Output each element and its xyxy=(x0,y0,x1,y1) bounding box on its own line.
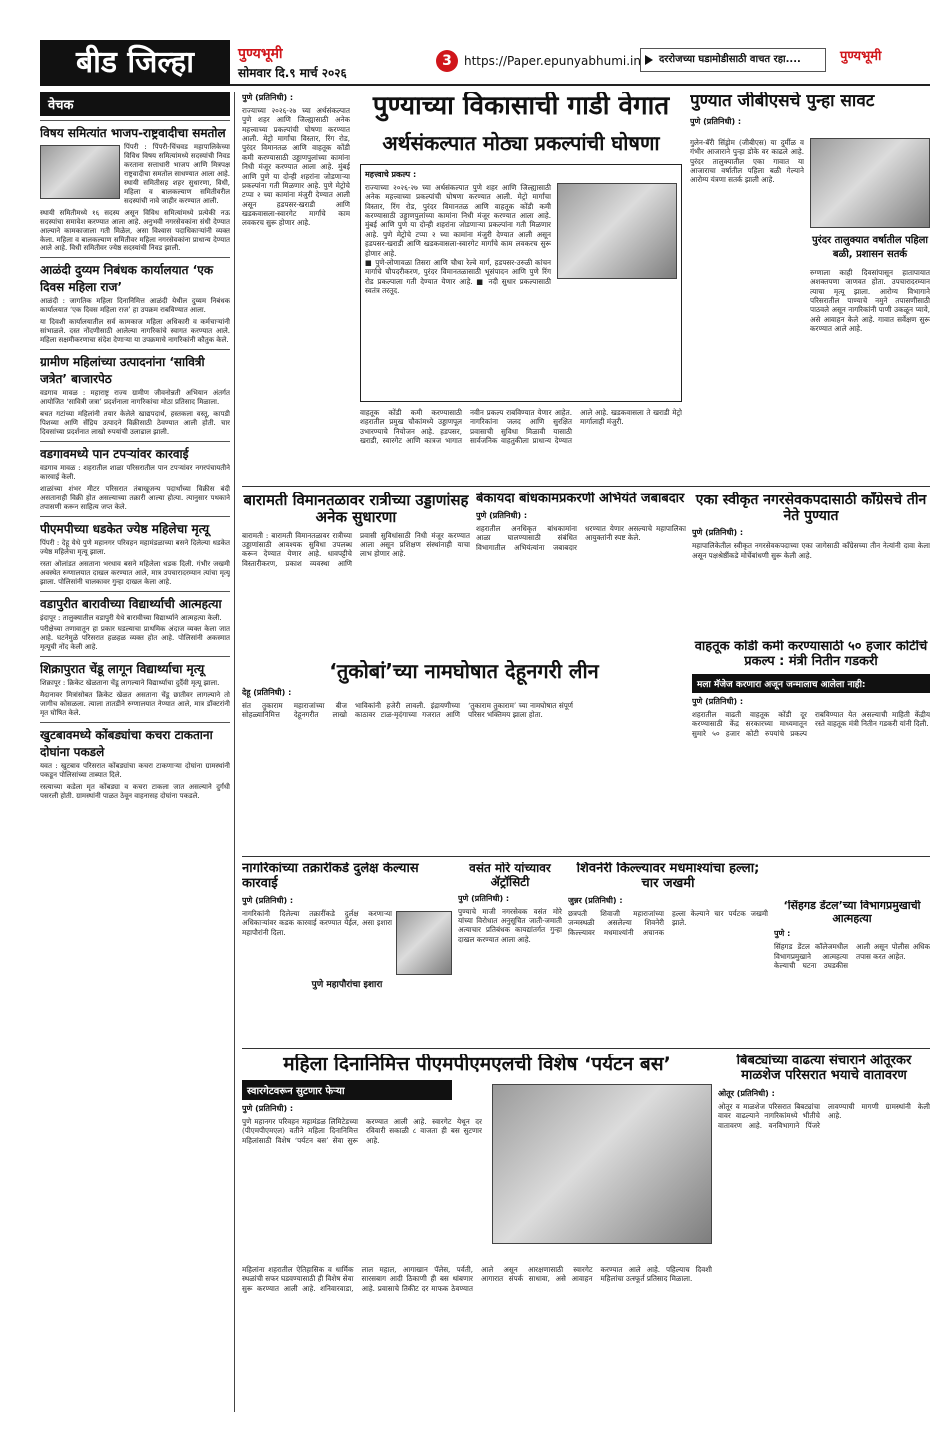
left-item: विषय समित्यांत भाजप-राष्ट्रवादीचा समतोल पिंपरी : पिंपरी-चिंचवड महापालिकेच्या विविध विषय समित्यांमध्ये सदस्यांची निवड करताना सत्ताधारी भाजप आणि मित्रपक्ष राष्ट्रवादीचा समतोल साधण्यात आला आहे. स्थायी समितीसह शहर सुधारणा, विधी, महिला व बालकल्याण समितीवरील सदस्यांची नावे जाहीर करण्यात आली. स्थायी समितीमध्ये १६ सदस्य असून विविध समित्यांमध्ये प्रत्येकी नऊ सदस्यांचा समावेश करण्यात आला आहे. अनुभवी नगरसेवकांना संधी देण्यात आल्याने कामकाजाला गती मिळेल, असा विश्वास पदाधिकाऱ्यांनी व्यक्त केला. महिला व बालकल्याण समितीवर महिला नगरसेवकांना प्राधान्य देण्यात आले आहे. विधी समितीवर ज्येष्ठ सदस्यांची निवड झाली. xyxy=(40,120,230,253)
metro-photo xyxy=(557,183,677,279)
lead-story: पुणे (प्रतिनिधी) : राज्याच्या २०२६-२७ च्या अर्थसंकल्पात पुणे शहर आणि जिल्ह्यासाठी अनेक महत्त्वाच्या प्रकल्पांची घोषणा करण्यात आली. मेट्रो मार्गांचा विस्तार, रिंग रोड, पुरंदर विमानतळ आणि वाहतूक कोंडी कमी करण्यासाठी उड्डाणपुलांच्या कामांना निधी मंजूर करण्यात आला आहे. मुंबई आणि पुणे या दोन्ही शहरांना जोडणाऱ्या प्रकल्पांना गती मिळणार आहे. पुणे मेट्रोचे टप्पा २ च्या कामांना मंजुरी देण्यात आली असून हडपसर-खराडी आणि खडकवासला-स्वारगेट मार्गांचे काम लवकरच सुरू होणार आहे. पुण्याच्या विकासाची गाडी वेगात अर्थसंकल्पात मोठ्या प्रकल्पांची घोषणा महत्त्वाचे प्रकल्प : राज्याच्या २०२६-२७ च्या अर्थसंकल्पात पुणे शहर आणि जिल्ह्यासाठी अनेक महत्त्वाच्या प्रकल्पांची घोषणा करण्यात आली. मेट्रो मार्गांचा विस्तार, रिंग रोड, पुरंदर विमानतळ आणि वाहतूक कोंडी कमी करण्यासाठी उड्डाणपुलांच्या कामांना निधी मंजूर करण्यात आला आहे. मुंबई आणि पुणे या दोन्ही शहरांना जोडणाऱ्या प्रकल्पांना गती मिळणार आहे. पुणे मेट्रोचे टप्पा २ च्या कामांना मंजुरी देण्यात आली असून हडपसर-खराडी आणि खडकवासला-स्वारगेट मार्गांचे काम लवकरच सुरू होणार आहे. ■ पुणे-लोणावळा तिसरा आणि चौथा रेल्वे मार्ग, हडपसर-उरुळी कांचन मार्गाचे चौपदरीकरण, पुरंदर विमानतळासाठी भूसंपादन आणि पुणे रिंग रोड प्रकल्पाला गती देण्यात येणार आहे. ■ नदी सुधार प्रकल्पासाठी स्वतंत्र तरतूद. वाहतूक कोंडी कमी करण्यासाठी शहरातील प्रमुख चौकांमध्ये उड्डाणपूल उभारण्याचे नियोजन आहे. हडपसर, खराडी, स्वारगेट आणि कात्रज भागात नवीन प्रकल्प राबविण्यात येणार आहेत. नागरिकांना जलद आणि सुरक्षित प्रवासाची सुविधा मिळावी यासाठी सार्वजनिक वाहतुकीला प्राधान्य देण्यात आले आहे. खडकवासला ते खराडी मेट्रो मार्गालाही मंजुरी. xyxy=(242,92,682,482)
bus-headline: महिला दिनानिमित्त पीएमपीएमएलची विशेष ‘पर्यटन बस’ xyxy=(283,1054,671,1075)
left-item-text: आळंदी : जागतिक महिला दिनानिमित्त आळंदी येथील दुय्यम निबंधक कार्यालयात ‘एक दिवस महिला राज’ हा उपक्रम राबविण्यात आला. xyxy=(40,297,230,315)
story-dateline: देहू (प्रतिनिधी) : xyxy=(242,688,292,697)
projects-box: महत्त्वाचे प्रकल्प : राज्याच्या २०२६-२७ च्या अर्थसंकल्पात पुणे शहर आणि जिल्ह्यासाठी अनेक महत्त्वाच्या प्रकल्पांची घोषणा करण्यात आली. मेट्रो मार्गांचा विस्तार, रिंग रोड, पुरंदर विमानतळ आणि वाहतूक कोंडी कमी करण्यासाठी उड्डाणपुलांच्या कामांना निधी मंजूर करण्यात आला आहे. मुंबई आणि पुणे या दोन्ही शहरांना जोडणाऱ्या प्रकल्पांना गती मिळणार आहे. पुणे मेट्रोचे टप्पा २ च्या कामांना मंजुरी देण्यात आली असून हडपसर-खराडी आणि खडकवासला-स्वारगेट मार्गांचे काम लवकरच सुरू होणार आहे. ■ पुणे-लोणावळा तिसरा आणि चौथा रेल्वे मार्ग, हडपसर-उरुळी कांचन मार्गाचे चौपदरीकरण, पुरंदर विमानतळासाठी भूसंपादन आणि पुणे रिंग रोड प्रकल्पाला गती देण्यात येणार आहे. ■ नदी सुधार प्रकल्पासाठी स्वतंत्र तरतूद. xyxy=(360,164,682,402)
baramati-story xyxy=(242,492,470,652)
left-item-text: पिंपरी : देहू येथे पुणे महानगर परिवहन महामंडळाच्या बसने दिलेल्या धडकेत ज्येष्ठ महिलेचा मृत्यू झाला. xyxy=(40,538,230,556)
bus-text: पुणे महानगर परिवहन महामंडळ लिमिटेडच्या (पीएमपीएमएल) वतीने महिला दिनानिमित्त महिलांसाठी विशेष ‘पर्यटन बस’ सेवा सुरू करण्यात आली आहे. स्वारगेट येथून दर रविवारी सकाळी ८ वाजता ही बस सुटणार आहे. xyxy=(242,1116,482,1145)
left-item: खुटबावमध्ये कोंबड्यांचा कचरा टाकताना दोघांना पकडले यवत : खुटबाव परिसरात कोंबड्यांचा कचरा टाकणाऱ्या दोघांना ग्रामस्थांनी पकडून पोलिसांच्या ताब्यात दिले. रस्त्याच्या कडेला मृत कोंबड्या व कचरा टाकला जात असल्याने दुर्गंधी पसरली होती. ग्रामस्थांनी पाळत ठेवून वाहनासह दोघांना पकडले. xyxy=(40,722,230,801)
tukoba-text: संत तुकाराम महाराजांच्या बीज सोहळ्यानिमित्त देहूनगरीत लाखो भाविकांनी हजेरी लावली. इंद्रायणीच्या काठावर टाळ-मृदंगाच्या गजरात आणि ‘तुकाराम तुकाराम’ च्या नामघोषात संपूर्ण परिसर भक्तिमय झाला होता. xyxy=(242,701,573,720)
left-item-title: विषय समित्यांत भाजप-राष्ट्रवादीचा समतोल xyxy=(40,120,230,141)
gbs-text: गुलेन-बॅरी सिंड्रोम (जीबीएस) या दुर्मीळ व गंभीर आजाराने पुन्हा डोके वर काढले आहे. पुरंदर तालुक्यातील एका गावात या आजाराचा वर्षातील पहिला बळी गेल्याने आरोग्य यंत्रणा सतर्क झाली आहे. xyxy=(690,138,804,185)
story-dateline: जुन्नर (प्रतिनिधी) : xyxy=(568,895,623,905)
congress-headline: एका स्वीकृत नगरसेवकपदासाठी कॉंग्रेसचे तीन नेते पुण्यात xyxy=(695,492,927,525)
projects-box-text: राज्याच्या २०२६-२७ च्या अर्थसंकल्पात पुणे शहर आणि जिल्ह्यासाठी अनेक महत्त्वाच्या प्रकल्पांची घोषणा करण्यात आली. मेट्रो मार्गांचा विस्तार, रिंग रोड, पुरंदर विमानतळ आणि वाहतूक कोंडी कमी करण्यासाठी उड्डाणपुलांच्या कामांना निधी मंजूर करण्यात आला आहे. मुंबई आणि पुणे या दोन्ही शहरांना जोडणाऱ्या प्रकल्पांना गती मिळणार आहे. पुणे मेट्रोचे टप्पा २ च्या कामांना मंजुरी देण्यात आली असून हडपसर-खराडी आणि खडकवासला-स्वारगेट मार्गांचे काम लवकरच सुरू होणार आहे. xyxy=(365,183,551,258)
atrocity-text: पुण्याचे माजी नगरसेवक वसंत मोरे यांच्या विरोधात अनुसूचित जाती-जमाती अत्याचार प्रतिबंधक कायद्यांतर्गत गुन्हा दाखल करण्यात आला आहे. xyxy=(458,906,562,944)
baramati-text: बारामती : बारामती विमानतळावर रात्रीच्या उड्डाणांसाठी आवश्यक सुविधा उपलब्ध करून देण्यात येणार आहे. धावपट्टीचे विस्तारीकरण, प्रकाश व्यवस्था आणि प्रवासी सुविधांसाठी निधी मंजूर करण्यात आला असून प्रशिक्षण संस्थांनाही याचा लाभ होणार आहे. xyxy=(242,530,470,568)
gadkari-quote-bar: मला मॅजेज करणारा अजून जन्मालाच आलेला नाही: xyxy=(692,674,930,693)
story-dateline: पुणे (प्रतिनिधी) : xyxy=(692,528,744,538)
left-item: पीएमपीच्या धडकेत ज्येष्ठ महिलेचा मृत्यू पिंपरी : देहू येथे पुणे महानगर परिवहन महामंडळाच्या बसने दिलेल्या धडकेत ज्येष्ठ महिलेचा मृत्यू झाला. रस्ता ओलांडत असताना भरधाव बसने महिलेला धडक दिली. गंभीर जखमी अवस्थेत रुग्णालयात दाखल करण्यात आले, मात्र उपचारादरम्यान त्यांचा मृत्यू झाला. पोलिसांनी चालकावर गुन्हा दाखल केला आहे. xyxy=(40,516,230,587)
section-rule xyxy=(242,486,930,487)
projects-box-title: महत्त्वाचे प्रकल्प : xyxy=(365,170,417,179)
tukoba-story xyxy=(242,660,686,850)
left-item: वडापुरीत बारावीच्या विद्यार्थ्याची आत्महत्या इंदापूर : तालुक्यातील वडापुरी येथे बारावीच्या विद्यार्थ्याने आत्महत्या केली. परीक्षेच्या तणावातून हा प्रकार घडल्याचा प्राथमिक अंदाज व्यक्त केला जात आहे. घटनेमुळे परिसरात हळहळ व्यक्त होत आहे. पोलिसांनी अकस्मात मृत्यूची नोंद केली आहे. xyxy=(40,591,230,653)
section-title: बीड जिल्हा xyxy=(40,40,230,86)
section-rule xyxy=(242,856,930,857)
shivneri-story xyxy=(568,862,768,1042)
left-item-title: खुटबावमध्ये कोंबड्यांचा कचरा टाकताना दोघांना पकडले xyxy=(40,722,230,760)
story-dateline: पुणे (प्रतिनिधी) : xyxy=(458,893,510,903)
gbs-photo xyxy=(810,138,930,228)
left-item: शिक्रापुरात चेंडू लागून विद्यार्थ्याचा मृत्यू शिक्रापूर : क्रिकेट खेळताना चेंडू लागल्याने विद्यार्थ्याचा दुर्दैवी मृत्यू झाला. मैदानावर मित्रांसोबत क्रिकेट खेळत असताना चेंडू छातीवर लागल्याने तो जागीच कोसळला. त्याला तातडीने रुग्णालयात नेण्यात आले, मात्र डॉक्टरांनी मृत घोषित केले. xyxy=(40,656,230,718)
congress-text: महापालिकेतील स्वीकृत नगरसेवकपदाच्या एका जागेसाठी काँग्रेसच्या तीन नेत्यांनी दावा केला असून पक्षश्रेष्ठींकडे मोर्चेबांधणी सुरू केली आहे. xyxy=(692,541,930,560)
leopard-text: ओतूर व माळशेज परिसरात बिबट्यांचा वावर वाढल्याने नागरिकांमध्ये भीतीचे वातावरण आहे. वनविभागाने पिंजरे लावण्याची मागणी ग्रामस्थांनी केली आहे. xyxy=(718,1101,930,1130)
section-rule xyxy=(242,1048,930,1049)
left-item-text: शिक्रापूर : क्रिकेट खेळताना चेंडू लागल्याने विद्यार्थ्याचा दुर्दैवी मृत्यू झाला. xyxy=(40,679,220,688)
left-item: ग्रामीण महिलांच्या उत्पादनांना ‘सावित्री जत्रेत’ बाजारपेठ वडगाव मावळ : महाराष्ट्र राज्य ग्रामीण जीवनोन्नती अभियान अंतर्गत आयोजित ‘सावित्री जत्रा’ प्रदर्शनाला नागरिकांचा मोठा प्रतिसाद मिळाला. बचत गटांच्या महिलांनी तयार केलेले खाद्यपदार्थ, हस्तकला वस्तू, कापडी पिशव्या आणि सेंद्रिय उत्पादने विक्रीसाठी ठेवण्यात आली होती. चार दिवसांच्या प्रदर्शनात लाखो रुपयांची उलाढाल झाली. xyxy=(40,349,230,437)
story-dateline: पुणे (प्रतिनिधी) : xyxy=(476,510,528,520)
complaint-headline: नागरिकांच्या तक्रारींकडे दुर्लक्ष केल्यास कारवाई xyxy=(242,862,419,891)
left-item-title: वडापुरीत बारावीच्या विद्यार्थ्याची आत्महत्या xyxy=(40,591,230,612)
left-item: आळंदी दुय्यम निबंधक कार्यालयात ‘एक दिवस महिला राज’ आळंदी : जागतिक महिला दिनानिमित्त आळंदी येथील दुय्यम निबंधक कार्यालयात ‘एक दिवस महिला राज’ हा उपक्रम राबविण्यात आला. या दिवशी कार्यालयातील सर्व कामकाज महिला अधिकारी व कर्मचाऱ्यांनी सांभाळले. दस्त नोंदणीसाठी आलेल्या नागरिकांचे स्वागत करण्यात आले. महिला सक्षमीकरणाचा संदेश देणाऱ्या या उपक्रमाचे नागरिकांनी कौतुक केले. xyxy=(40,257,230,345)
story-dateline: ओतूर (प्रतिनिधी) : xyxy=(718,1088,775,1098)
bus-photo xyxy=(492,1084,712,1244)
column-rule xyxy=(234,92,235,1412)
mayor-photo xyxy=(396,911,452,975)
issue-date: सोमवार दि.९ मार्च २०२६ xyxy=(238,66,347,80)
illegal-construction-headline: बेकायदा बांधकामप्रकरणी अभियंते जबाबदार xyxy=(476,492,685,506)
atrocity-story xyxy=(458,862,562,1042)
left-item-text: वडगाव मावळ : शहरातील शाळा परिसरातील पान टपऱ्यांवर नगरपंचायतीने कारवाई केली. xyxy=(40,463,230,481)
epaper-link[interactable]: https://Paper.epunyabhumi.in xyxy=(464,54,641,68)
shivneri-headline: शिवनेरी किल्ल्यावर मधमाश्यांचा हल्ला; चार जखमी xyxy=(576,862,760,891)
left-item-text: यवत : खुटबाव परिसरात कोंबड्यांचा कचरा टाकणाऱ्या दोघांना ग्रामस्थांनी पकडून पोलिसांच्या ताब्यात दिले. xyxy=(40,762,230,780)
left-item: वडगावमध्ये पान टपऱ्यांवर कारवाई वडगाव मावळ : शहरातील शाळा परिसरातील पान टपऱ्यांवर नगरपंचायतीने कारवाई केली. शाळांच्या शंभर मीटर परिसरात तंबाखूजन्य पदार्थांच्या विक्रीस बंदी असतानाही विक्री होत असल्याच्या तक्रारी आल्या होत्या. त्यानुसार पथकाने तपासणी करून साहित्य जप्त केले. xyxy=(40,441,230,512)
mayor-photo-caption: पुणे महापौरांचा इशारा xyxy=(311,979,383,990)
left-item-title: वडगावमध्ये पान टपऱ्यांवर कारवाई xyxy=(40,441,230,462)
newspaper-logo-right: पुण्यभूमी xyxy=(840,49,882,64)
left-column-label: वेचक xyxy=(40,92,230,116)
sinhagad-text: सिंहगड डेंटल कॉलेजमधील विभागप्रमुखाने आत्महत्या केल्याची घटना उघडकीस आली असून पोलीस अधिक तपास करत आहेत. xyxy=(774,942,930,970)
gbs-photo-caption: पुरंदर तालुक्यात वर्षातील पहिला बळी, प्रशासन सतर्क xyxy=(811,235,929,260)
left-item-title: आळंदी दुय्यम निबंधक कार्यालयात ‘एक दिवस महिला राज’ xyxy=(40,257,230,295)
building-photo xyxy=(40,145,120,199)
lead-headline: पुण्याच्या विकासाची गाडी वेगात xyxy=(372,92,670,121)
left-item-title: पीएमपीच्या धडकेत ज्येष्ठ महिलेचा मृत्यू xyxy=(40,516,230,537)
story-dateline: पुणे (प्रतिनिधी) : xyxy=(690,116,742,126)
complaint-story xyxy=(242,862,452,1042)
left-item-title: ग्रामीण महिलांच्या उत्पादनांना ‘सावित्री जत्रेत’ बाजारपेठ xyxy=(40,349,230,387)
tukoba-headline: ‘तुकोबां’च्या नामघोषात देहूनगरी लीन xyxy=(329,660,599,683)
gadkari-story xyxy=(692,640,930,850)
page-number: 3 xyxy=(436,50,458,72)
left-item-text: वडगाव मावळ : महाराष्ट्र राज्य ग्रामीण जीवनोन्नती अभियान अंतर्गत आयोजित ‘सावित्री जत्रा’ प्रदर्शनाला नागरिकांचा मोठा प्रतिसाद मिळाला. xyxy=(40,389,230,407)
congress-story xyxy=(692,492,930,632)
left-item-text: पिंपरी : पिंपरी-चिंचवड महापालिकेच्या विविध विषय समित्यांमध्ये सदस्यांची निवड करताना सत्ताधारी भाजप आणि मित्रपक्ष राष्ट्रवादीचा समतोल साधण्यात आला आहे. स्थायी समितीसह शहर सुधारणा, विधी, महिला व बालकल्याण समितीवरील सदस्यांची नावे जाहीर करण्यात आली. xyxy=(124,143,230,205)
leopard-story xyxy=(718,1054,930,1404)
gbs-story: पुण्यात जीबीएसचे पुन्हा सावट पुणे (प्रतिनिधी) : गुलेन-बॅरी सिंड्रोम (जीबीएस) या दुर्मीळ व गंभीर आजाराने पुन्हा डोके वर काढले आहे. पुरंदर तालुक्यातील एका गावात या आजाराचा वर्षातील पहिला बळी गेल्याने आरोग्य यंत्रणा सतर्क झाली आहे. पुरंदर तालुक्यात वर्षातील पहिला बळी, प्रशासन सतर्क रुग्णाला काही दिवसांपासून हातापायात अशक्तपणा जाणवत होता. उपचारादरम्यान त्याचा मृत्यू झाला. आरोग्य विभागाने परिसरातील पाण्याचे नमुने तपासणीसाठी पाठवले असून नागरिकांनी पाणी उकळून प्यावे, असे आवाहन केले आहे. गावात सर्वेक्षण सुरू करण्यात आले आहे. xyxy=(690,92,930,482)
masthead xyxy=(40,40,930,86)
left-column xyxy=(40,92,230,1412)
complaint-text: नागरिकांनी दिलेल्या तक्रारींकडे दुर्लक्ष करणाऱ्या अधिकाऱ्यांवर कडक कारवाई करण्यात येईल, असा इशारा महापौरांनी दिला. xyxy=(242,908,392,937)
shivneri-text: छत्रपती शिवाजी महाराजांच्या जन्मस्थळी असलेल्या शिवनेरी किल्ल्यावर मधमाश्यांनी अचानक हल्ला केल्याने चार पर्यटक जखमी झाले. xyxy=(568,908,768,937)
atrocity-headline: वसंत मोरे यांच्यावर ॲट्रॉसिटी xyxy=(469,862,551,889)
newspaper-logo: पुण्यभूमी xyxy=(238,46,283,62)
lead-subhead: अर्थसंकल्पात मोठ्या प्रकल्पांची घोषणा xyxy=(382,131,660,155)
bus-story: महिला दिनानिमित्त पीएमपीएमएलची विशेष ‘पर्यटन बस’ स्वारगेटवरून सुटणार फेऱ्या पुणे (प्रतिनिधी) : पुणे महानगर परिवहन महामंडळ लिमिटेडच्या (पीएमपीएमएल) वतीने महिला दिनानिमित्त महिलांसाठी विशेष ‘पर्यटन बस’ सेवा सुरू करण्यात आली आहे. स्वारगेट येथून दर रविवारी सकाळी ८ वाजता ही बस सुटणार आहे. महिलांना शहरातील ऐतिहासिक व धार्मिक स्थळांची सफर घडवण्यासाठी ही विशेष सेवा सुरू करण्यात आली आहे. शनिवारवाडा, लाल महाल, आगाखान पॅलेस, पर्वती, सारसबाग आदी ठिकाणी ही बस थांबणार आहे. प्रवासाचे तिकीट दर माफक ठेवण्यात आले असून आरक्षणासाठी स्वारगेट आगारात संपर्क साधावा, असे आवाहन करण्यात आले आहे. पहिल्याच दिवशी महिलांचा उत्स्फूर्त प्रतिसाद मिळाला. xyxy=(242,1054,712,1293)
story-dateline: पुणे (प्रतिनिधी) : xyxy=(242,1103,294,1113)
sinhagad-headline: ‘सिंहगड डेंटल’च्या विभागप्रमुखाची आत्महत्या xyxy=(783,900,921,925)
play-icon xyxy=(645,55,653,65)
gbs-headline: पुण्यात जीबीएसचे पुन्हा सावट xyxy=(690,92,875,111)
bus-subhead-bar: स्वारगेटवरून सुटणार फेऱ्या xyxy=(242,1080,452,1100)
illegal-construction-text: शहरातील अनधिकृत बांधकामांना आळा घालण्यासाठी संबंधित विभागातील अभियंत्यांना जबाबदार धरण्यात येणार असल्याचे महापालिका आयुक्तांनी स्पष्ट केले. xyxy=(476,523,686,552)
lead-story-sidebar-text: राज्याच्या २०२६-२७ च्या अर्थसंकल्पात पुणे शहर आणि जिल्ह्यासाठी अनेक महत्त्वाच्या प्रकल्पांची घोषणा करण्यात आली. मेट्रो मार्गांचा विस्तार, रिंग रोड, पुरंदर विमानतळ आणि वाहतूक कोंडी कमी करण्यासाठी उड्डाणपुलांच्या कामांना निधी मंजूर करण्यात आला आहे. मुंबई आणि पुणे या दोन्ही शहरांना जोडणाऱ्या प्रकल्पांना गती मिळणार आहे. पुणे मेट्रोचे टप्पा २ च्या कामांना मंजुरी देण्यात आली असून हडपसर-खराडी आणि खडकवासला-स्वारगेट मार्गांचे काम लवकरच सुरू होणार आहे. xyxy=(242,106,350,228)
story-dateline: पुणे : xyxy=(774,929,791,939)
story-dateline: पुणे (प्रतिनिधी) : xyxy=(242,895,294,905)
leopard-headline: बिबट्यांच्या वाढत्या संचाराने ओतूरकर माळशेज परिसरात भयाचे वातावरण xyxy=(736,1054,912,1083)
story-dateline: पुणे (प्रतिनिधी) : xyxy=(692,696,744,706)
gadkari-text: शहरातील वाढती वाहतूक कोंडी दूर करण्यासाठी केंद्र सरकारच्या माध्यमातून सुमारे ५० हजार कोटी रुपयांचे प्रकल्प राबविण्यात येत असल्याची माहिती केंद्रीय रस्ते वाहतूक मंत्री नितीन गडकरी यांनी दिली. xyxy=(692,709,930,738)
promo-banner: दररोजच्या घडामोडीसाठी वाचत रहा.... xyxy=(640,48,826,72)
sinhagad-story xyxy=(774,900,930,1040)
gadkari-headline: वाहतूक कोंडी कमी करण्यासाठी ५० हजार कोटींचे प्रकल्प : मंत्री नितीन गडकरी xyxy=(694,640,928,669)
story-dateline: पुणे (प्रतिनिधी) : xyxy=(242,93,294,102)
baramati-headline: बारामती विमानतळावर रात्रीच्या उड्डाणांसह अनेक सुधारणा xyxy=(243,492,469,527)
left-item-text: इंदापूर : तालुक्यातील वडापुरी येथे बारावीच्या विद्यार्थ्याने आत्महत्या केली. xyxy=(40,613,222,622)
left-item-title: शिक्रापुरात चेंडू लागून विद्यार्थ्याचा मृत्यू xyxy=(40,656,230,677)
